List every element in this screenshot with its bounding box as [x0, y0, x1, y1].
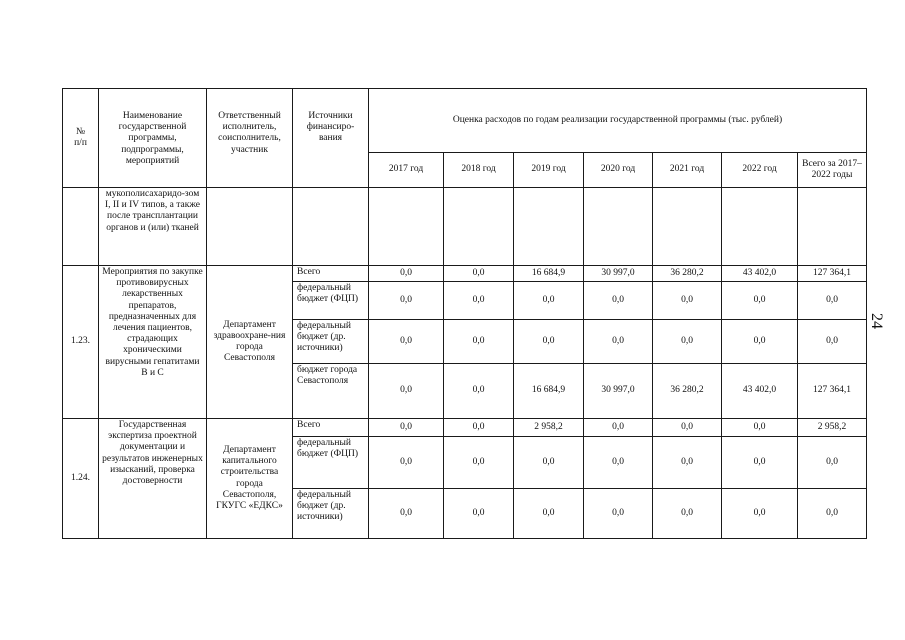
- value-cell: 30 997,0: [584, 364, 653, 419]
- header-sources: Источники финансиро-вания: [293, 89, 369, 188]
- source-label: Всего: [293, 419, 369, 437]
- header-year: 2020 год: [584, 153, 653, 188]
- value-cell: 0,0: [444, 437, 514, 489]
- value-cell: 0,0: [444, 282, 514, 320]
- value-cell: 0,0: [722, 437, 798, 489]
- value-cell: 0,0: [722, 320, 798, 364]
- value-cell: 0,0: [369, 419, 444, 437]
- value-cell: 0,0: [653, 489, 722, 539]
- value-cell: 0,0: [584, 419, 653, 437]
- executor: Департамент здравоохране-ния города Севастополя: [207, 266, 293, 419]
- row-number: 1.23.: [63, 266, 99, 419]
- header-year: 2017 год: [369, 153, 444, 188]
- header-name: Наименование государственной программы, подпрограммы, мероприятий: [99, 89, 207, 188]
- header-year: 2021 год: [653, 153, 722, 188]
- value-cell: 16 684,9: [514, 364, 584, 419]
- header-executor: Ответственный исполнитель, соисполнитель, участник: [207, 89, 293, 188]
- value-cell: 0,0: [444, 266, 514, 282]
- value-cell: 0,0: [514, 320, 584, 364]
- value-cell: 0,0: [444, 419, 514, 437]
- value-cell: 0,0: [444, 364, 514, 419]
- value-cell: 43 402,0: [722, 266, 798, 282]
- total-cell: 0,0: [798, 489, 867, 539]
- value-cell: 0,0: [369, 364, 444, 419]
- value-cell: 0,0: [444, 489, 514, 539]
- value-cell: 0,0: [369, 437, 444, 489]
- page-number: 24: [868, 313, 885, 329]
- total-cell: 127 364,1: [798, 266, 867, 282]
- carryover-row: [63, 188, 867, 266]
- header-total: Всего за 2017–2022 годы: [798, 153, 867, 188]
- value-cell: 0,0: [514, 489, 584, 539]
- table-row: [63, 419, 867, 437]
- measure-name: Государственная экспертиза проектной документации и результатов инженерных изысканий, проверка достоверности: [99, 419, 207, 539]
- total-cell: 127 364,1: [798, 364, 867, 419]
- value-cell: 0,0: [653, 437, 722, 489]
- value-cell: 0,0: [722, 419, 798, 437]
- value-cell: 43 402,0: [722, 364, 798, 419]
- total-cell: 0,0: [798, 320, 867, 364]
- total-cell: 2 958,2: [798, 419, 867, 437]
- value-cell: 0,0: [584, 320, 653, 364]
- budget-table: [62, 88, 867, 539]
- source-label: федеральный бюджет (ФЦП): [293, 282, 369, 320]
- value-cell: 0,0: [369, 320, 444, 364]
- source-label: федеральный бюджет (ФЦП): [293, 437, 369, 489]
- header-year: 2019 год: [514, 153, 584, 188]
- value-cell: 0,0: [584, 282, 653, 320]
- value-cell: 2 958,2: [514, 419, 584, 437]
- value-cell: 0,0: [514, 437, 584, 489]
- table-row: [63, 266, 867, 282]
- value-cell: 16 684,9: [514, 266, 584, 282]
- value-cell: 0,0: [722, 489, 798, 539]
- carryover-text: мукополисахаридо-зом I, II и IV типов, а также после трансплантации органов и (или) тканей: [99, 188, 207, 266]
- value-cell: 0,0: [514, 282, 584, 320]
- source-label: Всего: [293, 266, 369, 282]
- value-cell: 0,0: [369, 282, 444, 320]
- value-cell: 36 280,2: [653, 266, 722, 282]
- row-number: 1.24.: [63, 419, 99, 539]
- header-year: 2018 год: [444, 153, 514, 188]
- value-cell: 0,0: [444, 320, 514, 364]
- total-cell: 0,0: [798, 282, 867, 320]
- value-cell: 0,0: [653, 419, 722, 437]
- source-label: федеральный бюджет (др. источники): [293, 320, 369, 364]
- value-cell: 0,0: [653, 320, 722, 364]
- value-cell: 0,0: [584, 437, 653, 489]
- header-year: 2022 год: [722, 153, 798, 188]
- measure-name: Мероприятия по закупке противовирусных лекарственных препаратов, предназначенных для лечения пациентов, страдающих хроническими вирусными гепатитами B и C: [99, 266, 207, 419]
- value-cell: 36 280,2: [653, 364, 722, 419]
- source-label: бюджет города Севастополя: [293, 364, 369, 419]
- value-cell: 0,0: [369, 489, 444, 539]
- header-estimate: Оценка расходов по годам реализации государственной программы (тыс. рублей): [369, 89, 867, 153]
- value-cell: 0,0: [369, 266, 444, 282]
- value-cell: 0,0: [722, 282, 798, 320]
- value-cell: 30 997,0: [584, 266, 653, 282]
- header-no: № п/п: [63, 89, 99, 188]
- total-cell: 0,0: [798, 437, 867, 489]
- executor: Департамент капитального строительства города Севастополя, ГКУГС «ЕДКС»: [207, 419, 293, 539]
- value-cell: 0,0: [584, 489, 653, 539]
- source-label: федеральный бюджет (др. источники): [293, 489, 369, 539]
- value-cell: 0,0: [653, 282, 722, 320]
